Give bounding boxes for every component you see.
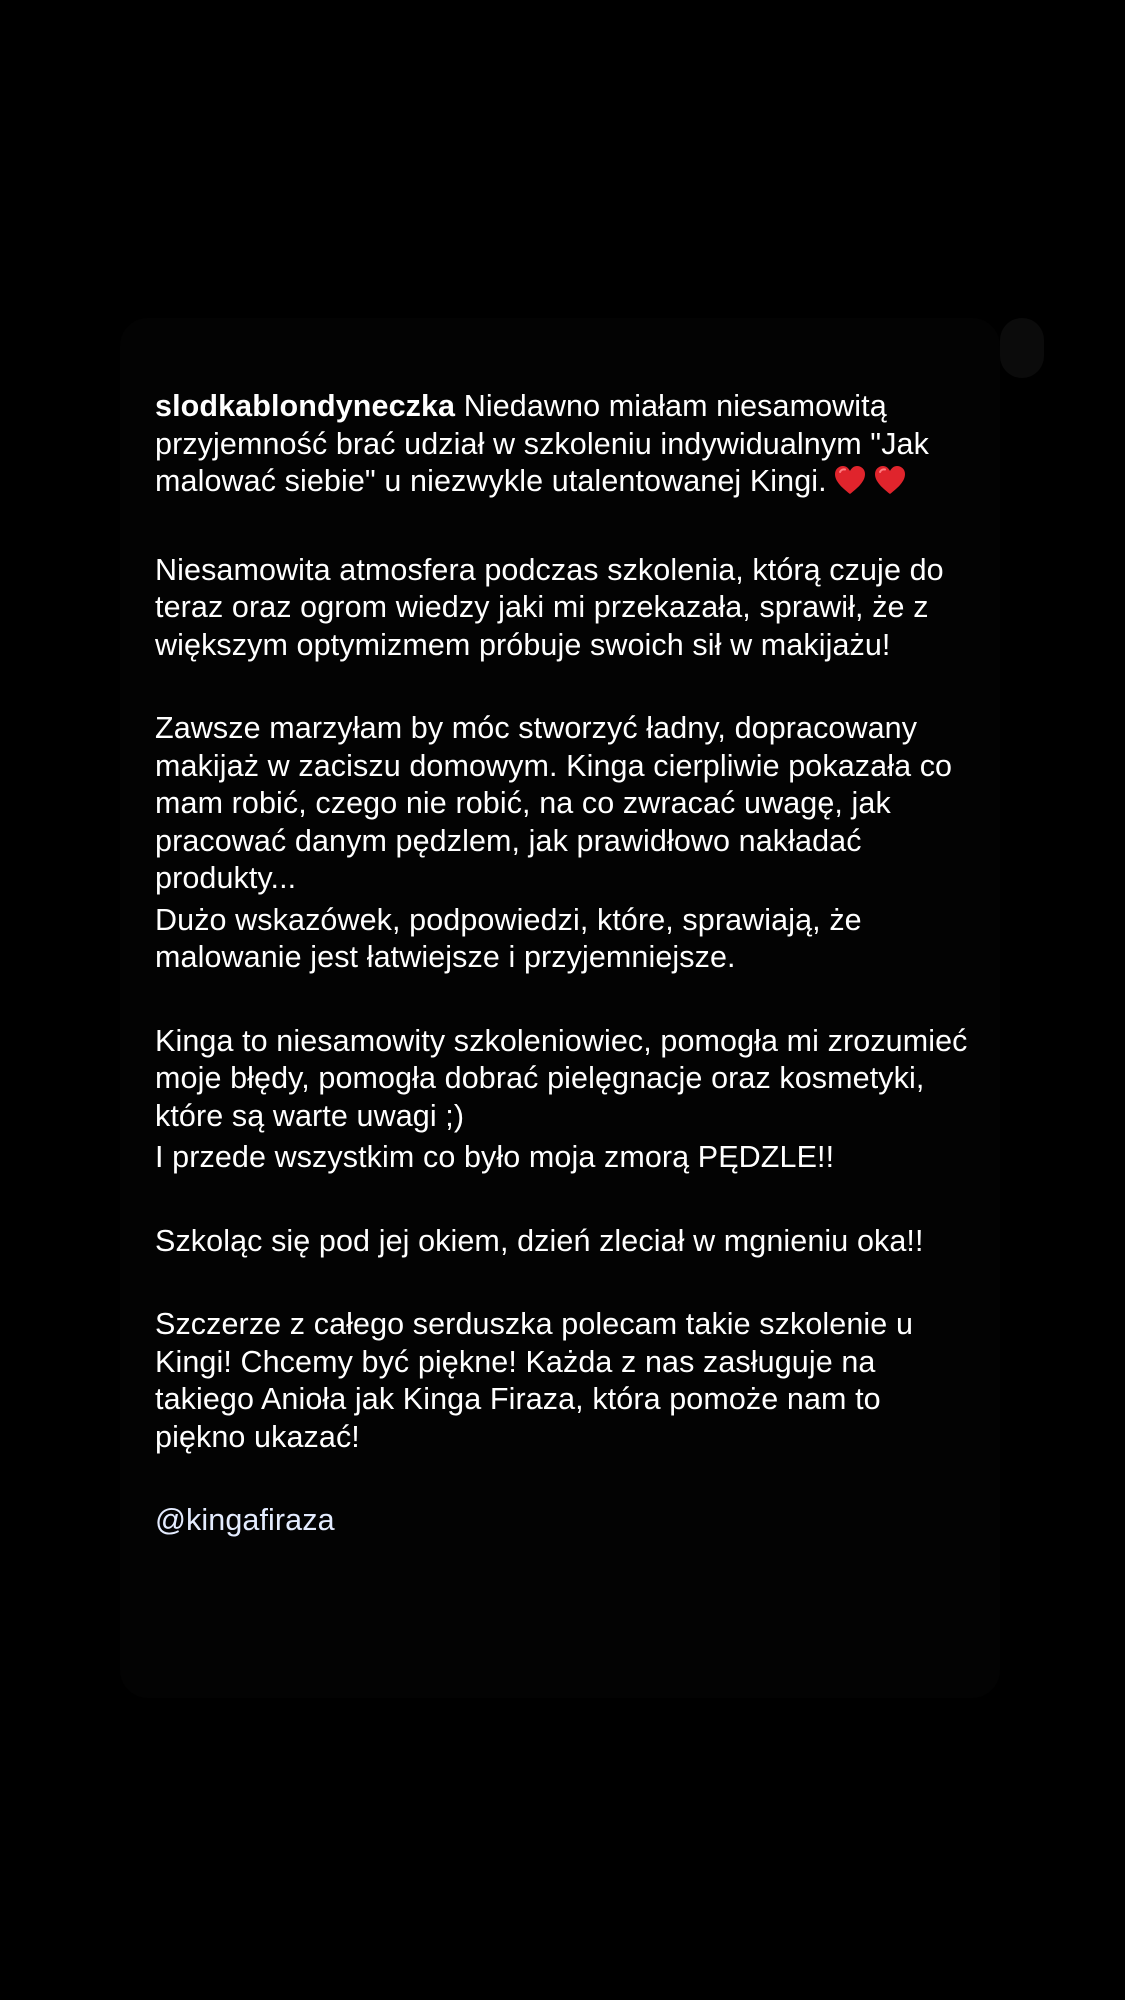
caption-paragraph-4b: I przede wszystkim co było moja zmorą PĘDZLE!! — [155, 1140, 835, 1174]
caption-paragraph-3: Zawsze marzyłam by móc stworzyć ładny, dopracowany makijaż w zaciszu domowym. Kinga cierpliwie pokazała co mam robić, czego nie robić, na co zwracać uwagę, jak pracować danym pędzlem, jak prawidłowo nakładać produkty... — [155, 711, 953, 895]
caption-text-1: Niedawno miałam niesamowitą przyjemność brać udział w szkoleniu indywidualnym "Jak malować siebie" u niezwykle utalentowanej Kingi. — [155, 389, 929, 498]
caption-paragraph-4: Kinga to niesamowity szkoleniowiec, pomogła mi zrozumieć moje błędy, pomogła dobrać pielęgnacje oraz kosmetyki, które są warte uwagi ;) — [155, 1023, 968, 1133]
red-heart-icon — [873, 464, 907, 506]
red-heart-icon — [833, 464, 867, 506]
caption-paragraph-6: Szczerze z całego serduszka polecam takie szkolenie u Kingi! Chcemy być piękne! Każda z nas zasługuje na takiego Anioła jak Kinga Firaza, która pomoże nam to piękno ukazać! — [155, 1307, 914, 1454]
post-caption — [155, 388, 975, 1540]
caption-paragraph-2: Niesamowita atmosfera podczas szkolenia, którą czuje do teraz oraz ogrom wiedzy jaki mi przekazała, sprawił, że z większym optymizmem próbuje swoich sił w makijażu! — [155, 552, 944, 662]
username-link[interactable]: slodkablondyneczka — [155, 389, 456, 423]
mention-link[interactable]: @kingafiraza — [155, 1503, 335, 1537]
caption-card-edge — [1000, 318, 1044, 378]
caption-paragraph-5: Szkoląc się pod jej okiem, dzień zleciał w mgnieniu oka!! — [155, 1223, 924, 1258]
caption-paragraph-3b: Dużo wskazówek, podpowiedzi, które, sprawiają, że malowanie jest łatwiejsze i przyjemniejsze. — [155, 902, 862, 974]
caption-paragraph-1 — [155, 388, 975, 506]
